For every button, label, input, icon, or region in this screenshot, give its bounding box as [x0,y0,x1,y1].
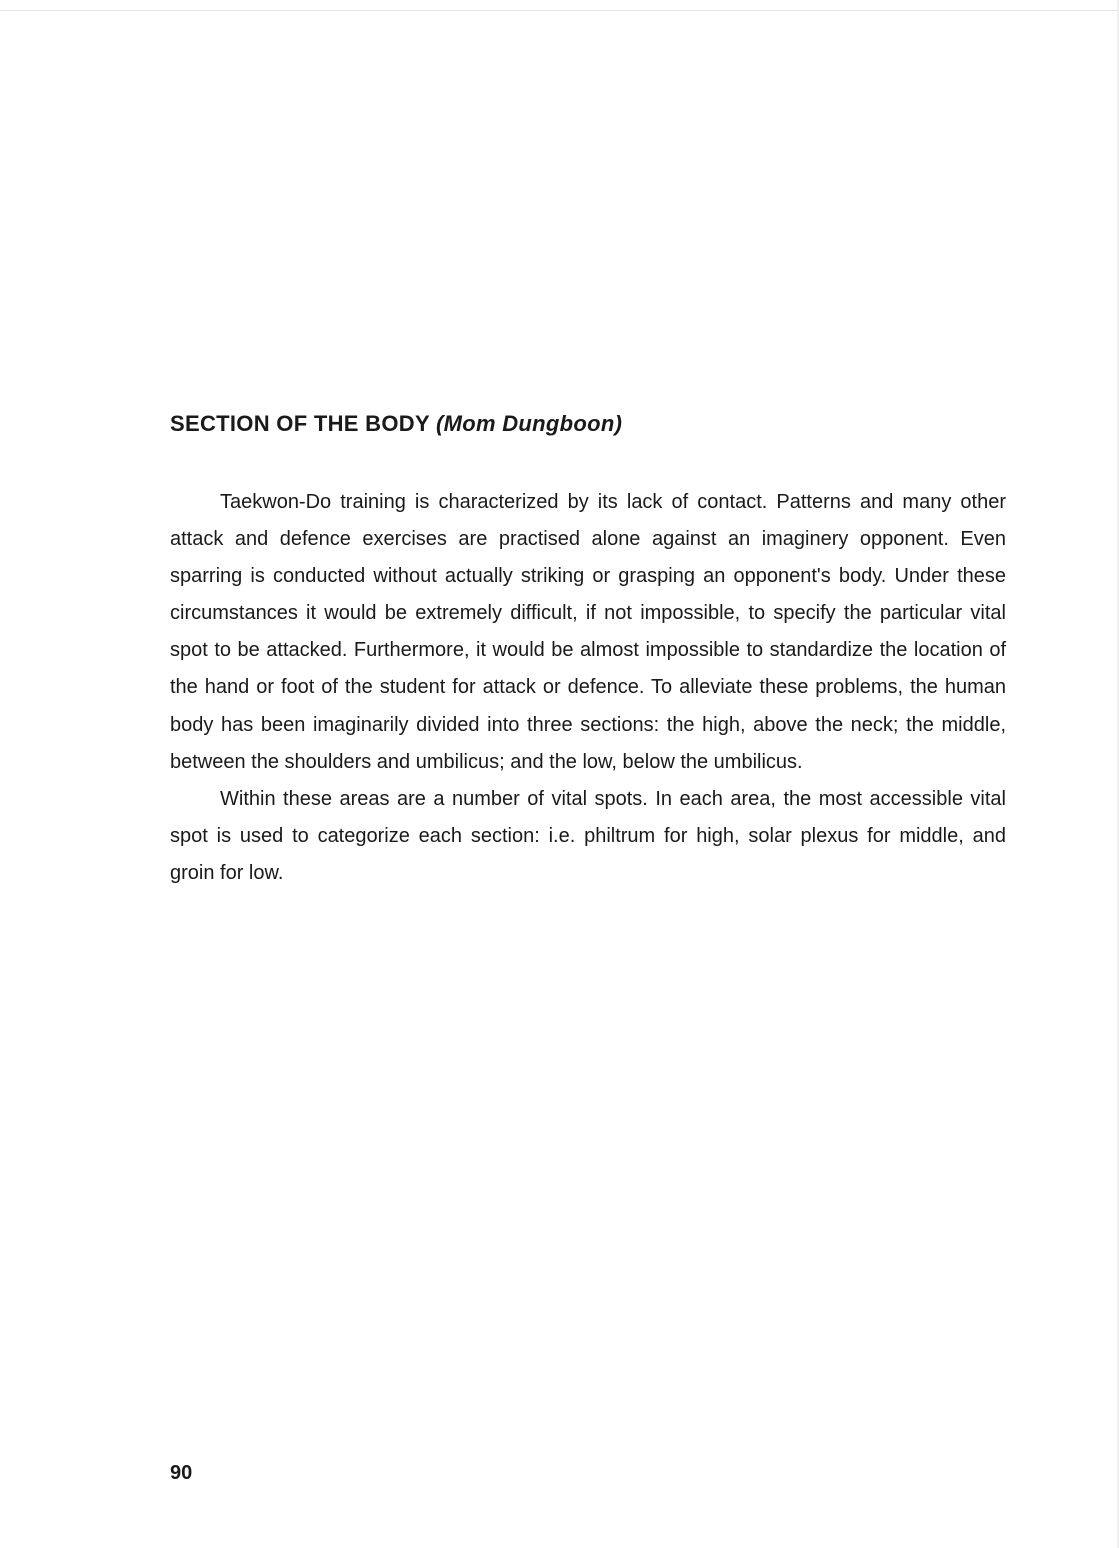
section-heading [170,411,622,437]
paragraph-1: Taekwon-Do training is characterized by its lack of contact. Patterns and many other attack and defence exercises are practised alone against an imaginery opponent. Even sparring is conducted without actually striking or grasping an opponent's body. Under these circumstances it would be extremely difficult, if not impossible, to specify the particular vital spot to be attacked. Furthermore, it would be almost impossible to standardize the location of the hand or foot of the student for attack or defence. To alleviate these problems, the human body has been imaginarily divided into three sections: the high, above the neck; the middle, between the shoulders and umbilicus; and the low, below the umbilicus. [170,491,1006,773]
paragraph-2: Within these areas are a number of vital spots. In each area, the most accessible vital spot is used to categorize each section: i.e. philtrum for high, solar plexus for middle, and groin for low. [170,787,1006,884]
body-text [170,484,1006,892]
page-number: 90 [170,1462,193,1484]
section-title: SECTION OF THE BODY [170,411,430,436]
book-page [170,0,1006,1548]
section-title-alt: (Mom Dungboon) [435,411,623,436]
